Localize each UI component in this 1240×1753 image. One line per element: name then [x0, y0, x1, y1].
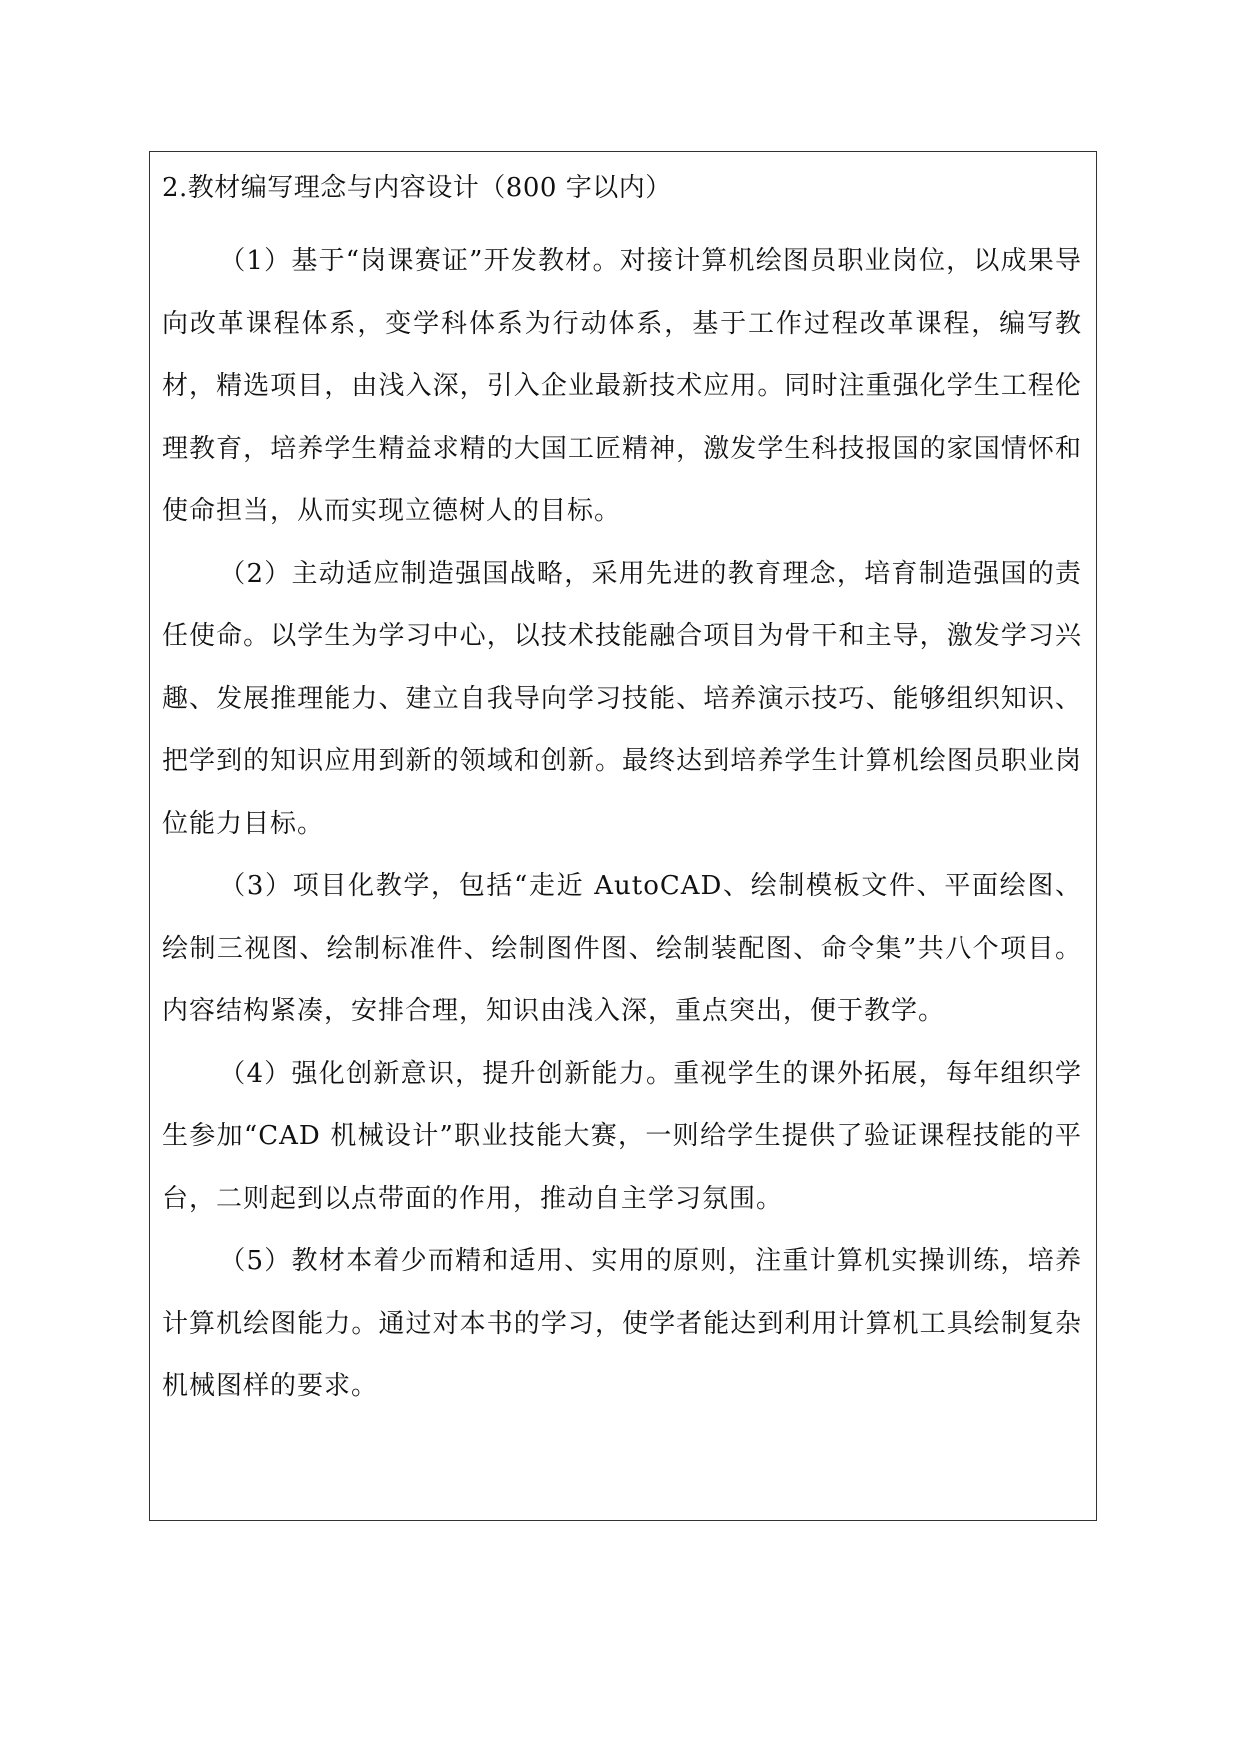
paragraph-5: （5）教材本着少而精和适用、实用的原则，注重计算机实操训练，培养计算机绘图能力。通过对本书的学习，使学者能达到利用计算机工具绘制复杂机械图样的要求。: [162, 1246, 1082, 1401]
paragraph-1: （1）基于“岗课赛证”开发教材。对接计算机绘图员职业岗位，以成果导向改革课程体系，变学科体系为行动体系，基于工作过程改革课程，编写教材，精选项目，由浅入深，引入企业最新技术应用。同时注重强化学生工程伦理教育，培养学生精益求精的大国工匠精神，激发学生科技报国的家国情怀和使命担当，从而实现立德树人的目标。: [162, 246, 1082, 526]
paragraph-3: （3）项目化教学，包括“走近 AutoCAD、绘制模板文件、平面绘图、绘制三视图、绘制标准件、绘制图件图、绘制装配图、命令集”共八个项目。内容结构紧凑，安排合理，知识由浅入深，重点突出，便于教学。: [162, 871, 1082, 1026]
paragraph-4: （4）强化创新意识，提升创新能力。重视学生的课外拓展，每年组织学生参加“CAD 机械设计”职业技能大赛，一则给学生提供了验证课程技能的平台，二则起到以点带面的作用，推动自主学习氛围。: [162, 1058, 1082, 1214]
paragraph-2: （2）主动适应制造强国战略，采用先进的教育理念，培育制造强国的责任使命。以学生为学习中心，以技术技能融合项目为骨干和主导，激发学习兴趣、发展推理能力、建立自我导向学习技能、培养演示技巧、能够组织知识、把学到的知识应用到新的领域和创新。最终达到培养学生计算机绘图员职业岗位能力目标。: [162, 558, 1082, 839]
section-heading: 2.教材编写理念与内容设计（800 字以内）: [162, 173, 672, 203]
content-box: [149, 151, 1097, 1521]
section-body: [162, 230, 1082, 1418]
